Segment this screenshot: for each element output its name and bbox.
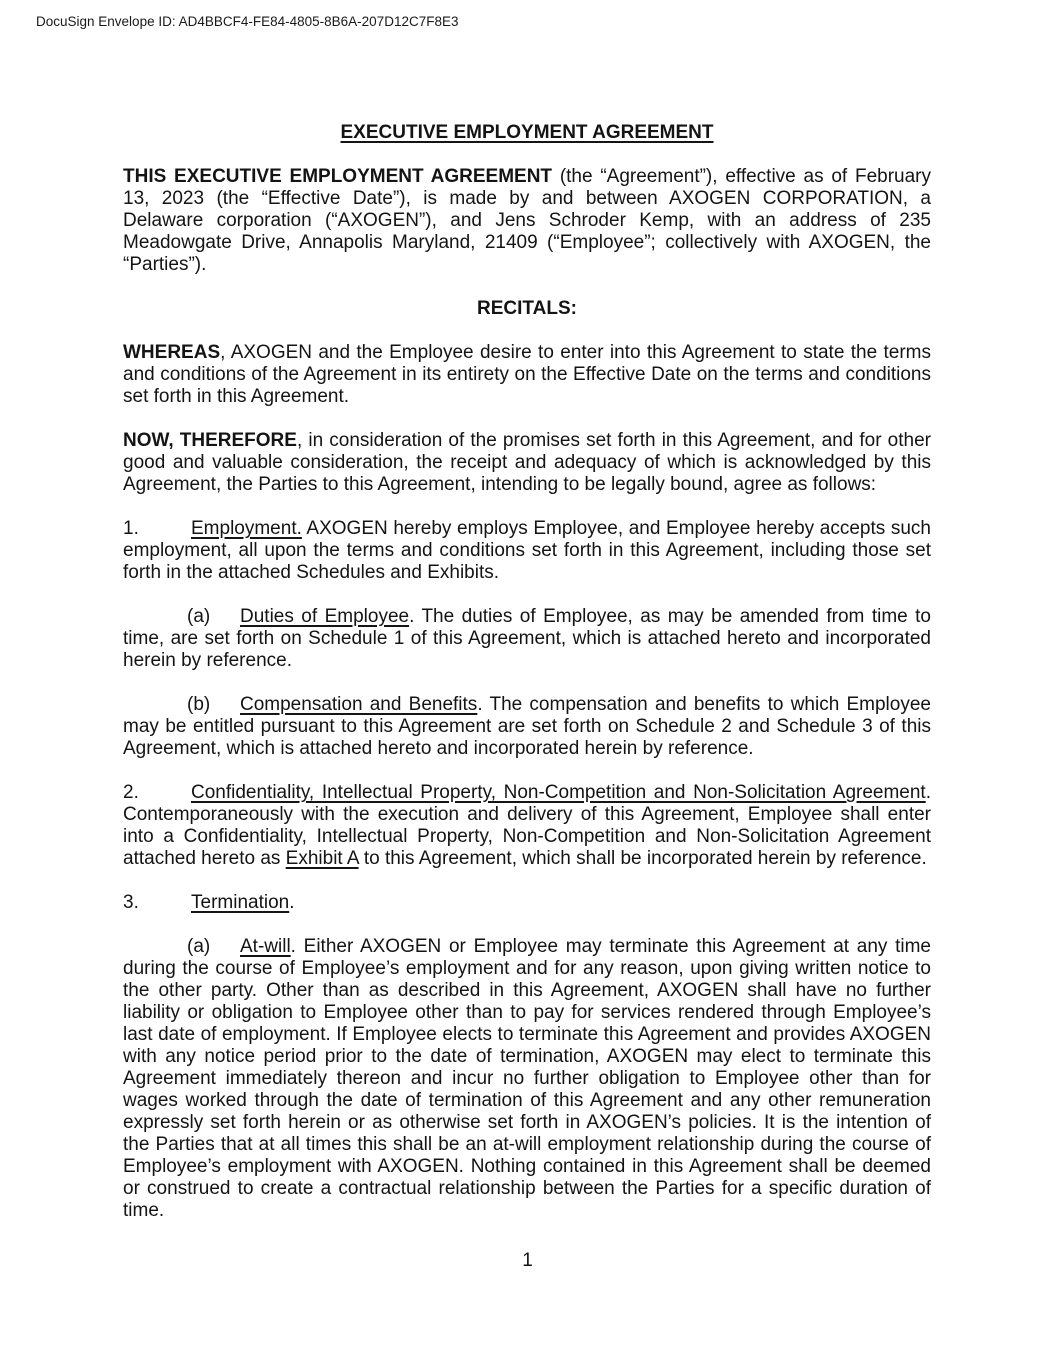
section-3-heading: Termination	[191, 892, 290, 913]
intro-body-text: (the “Agreement”), effective as of February 13, 2023 (the “Effective Date”), is made by and between AXOGEN CORPORATION, a Delaware corporation (“AXOGEN”), and Jens Schroder Kemp, with an address of 235 Meadowgate Drive, Annapolis Maryland, 21409 (“Employee”; collectively with AXOGEN, the “Parties”).	[123, 166, 931, 275]
whereas-lead-text: WHEREAS	[123, 342, 221, 363]
now-therefore-paragraph	[123, 430, 931, 496]
recitals-heading: RECITALS:	[477, 298, 577, 319]
section-2-number: 2.	[123, 782, 139, 803]
docusign-envelope-id: DocuSign Envelope ID: AD4BBCF4-FE84-4805-8B6A-207D12C7F8E3	[36, 14, 459, 29]
section-3a-body-text: . Either AXOGEN or Employee may terminate this Agreement at any time during the course of Employee’s employment and for any reason, upon giving written notice to the other party. Other than as described in this Agreement, AXOGEN shall have no further liability or obligation to Employee other than to pay for services rendered through Employee’s last date of employment. If Employee elects to terminate this Agreement and provides AXOGEN with any notice period prior to the date of termination, AXOGEN may elect to terminate this Agreement immediately thereon and incur no further obligation to Employee other than for wages worked through the date of termination of this Agreement and any other remuneration expressly set forth herein or as otherwise set forth in AXOGEN’s policies. It is the intention of the Parties that at all times this shall be an at-will employment relationship during the course of Employee’s employment with AXOGEN. Nothing contained in this Agreement shall be deemed or construed to create a contractual relationship between the Parties for a specific duration of time.	[123, 936, 931, 1221]
whereas-body-text: , AXOGEN and the Employee desire to enter into this Agreement to state the terms and conditions of the Agreement in its entirety on the Effective Date on the terms and conditions set forth in this Agreement.	[123, 342, 931, 407]
section-1b-number: (b)	[187, 694, 211, 715]
document-body	[123, 0, 931, 1222]
section-2-exhibit-a-reference: Exhibit A	[285, 848, 359, 869]
section-1-number: 1.	[123, 518, 139, 539]
section-1a-paragraph	[123, 606, 931, 672]
whereas-paragraph	[123, 342, 931, 408]
section-1-heading: Employment.	[191, 518, 302, 539]
section-3a-number: (a)	[187, 936, 211, 957]
section-1-paragraph	[123, 518, 931, 584]
now-therefore-lead-text: NOW, THEREFORE	[123, 430, 297, 451]
section-2-body-text-after-exhibit: to this Agreement, which shall be incorporated herein by reference.	[358, 848, 927, 869]
section-3a-paragraph	[123, 936, 931, 1222]
section-1a-body-text: . The duties of Employee, as may be amended from time to time, are set forth on Schedule 1 of this Agreement, which is attached hereto and incorporated herein by reference.	[123, 606, 931, 671]
section-3-paragraph	[123, 892, 931, 914]
section-2-heading: Confidentiality, Intellectual Property, Non-Competition and Non-Solicitation Agreement	[191, 782, 926, 803]
section-3-number: 3.	[123, 892, 139, 913]
section-2-body-text-before-exhibit: . Contemporaneously with the execution and delivery of this Agreement, Employee shall enter into a Confidentiality, Intellectual Property, Non-Competition and Non-Solicitation Agreement attached hereto as	[123, 782, 931, 869]
section-1a-heading: Duties of Employee	[240, 606, 410, 627]
intro-paragraph	[123, 166, 931, 276]
now-therefore-body-text: , in consideration of the promises set forth in this Agreement, and for other good and valuable consideration, the receipt and adequacy of which is acknowledged by this Agreement, the Parties to this Agreement, intending to be legally bound, agree as follows:	[123, 430, 931, 495]
section-3-heading-period: .	[289, 892, 295, 913]
page-number: 1	[522, 1250, 533, 1271]
section-1b-heading: Compensation and Benefits	[240, 694, 478, 715]
intro-lead-text: THIS EXECUTIVE EMPLOYMENT AGREEMENT	[123, 166, 553, 187]
section-1b-paragraph	[123, 694, 931, 760]
document-title-text: EXECUTIVE EMPLOYMENT AGREEMENT	[340, 122, 714, 143]
section-1a-number: (a)	[187, 606, 211, 627]
document-title	[123, 122, 931, 144]
section-1-body-text: AXOGEN hereby employs Employee, and Employee hereby accepts such employment, all upon the terms and conditions set forth in this Agreement, including those set forth in the attached Schedules and Exhibits.	[123, 518, 931, 583]
section-1b-body-text: . The compensation and benefits to which Employee may be entitled pursuant to this Agreement are set forth on Schedule 2 and Schedule 3 of this Agreement, which is attached hereto and incorporated herein by reference.	[123, 694, 931, 759]
section-2-paragraph	[123, 782, 931, 870]
section-3a-heading: At-will	[240, 936, 291, 957]
